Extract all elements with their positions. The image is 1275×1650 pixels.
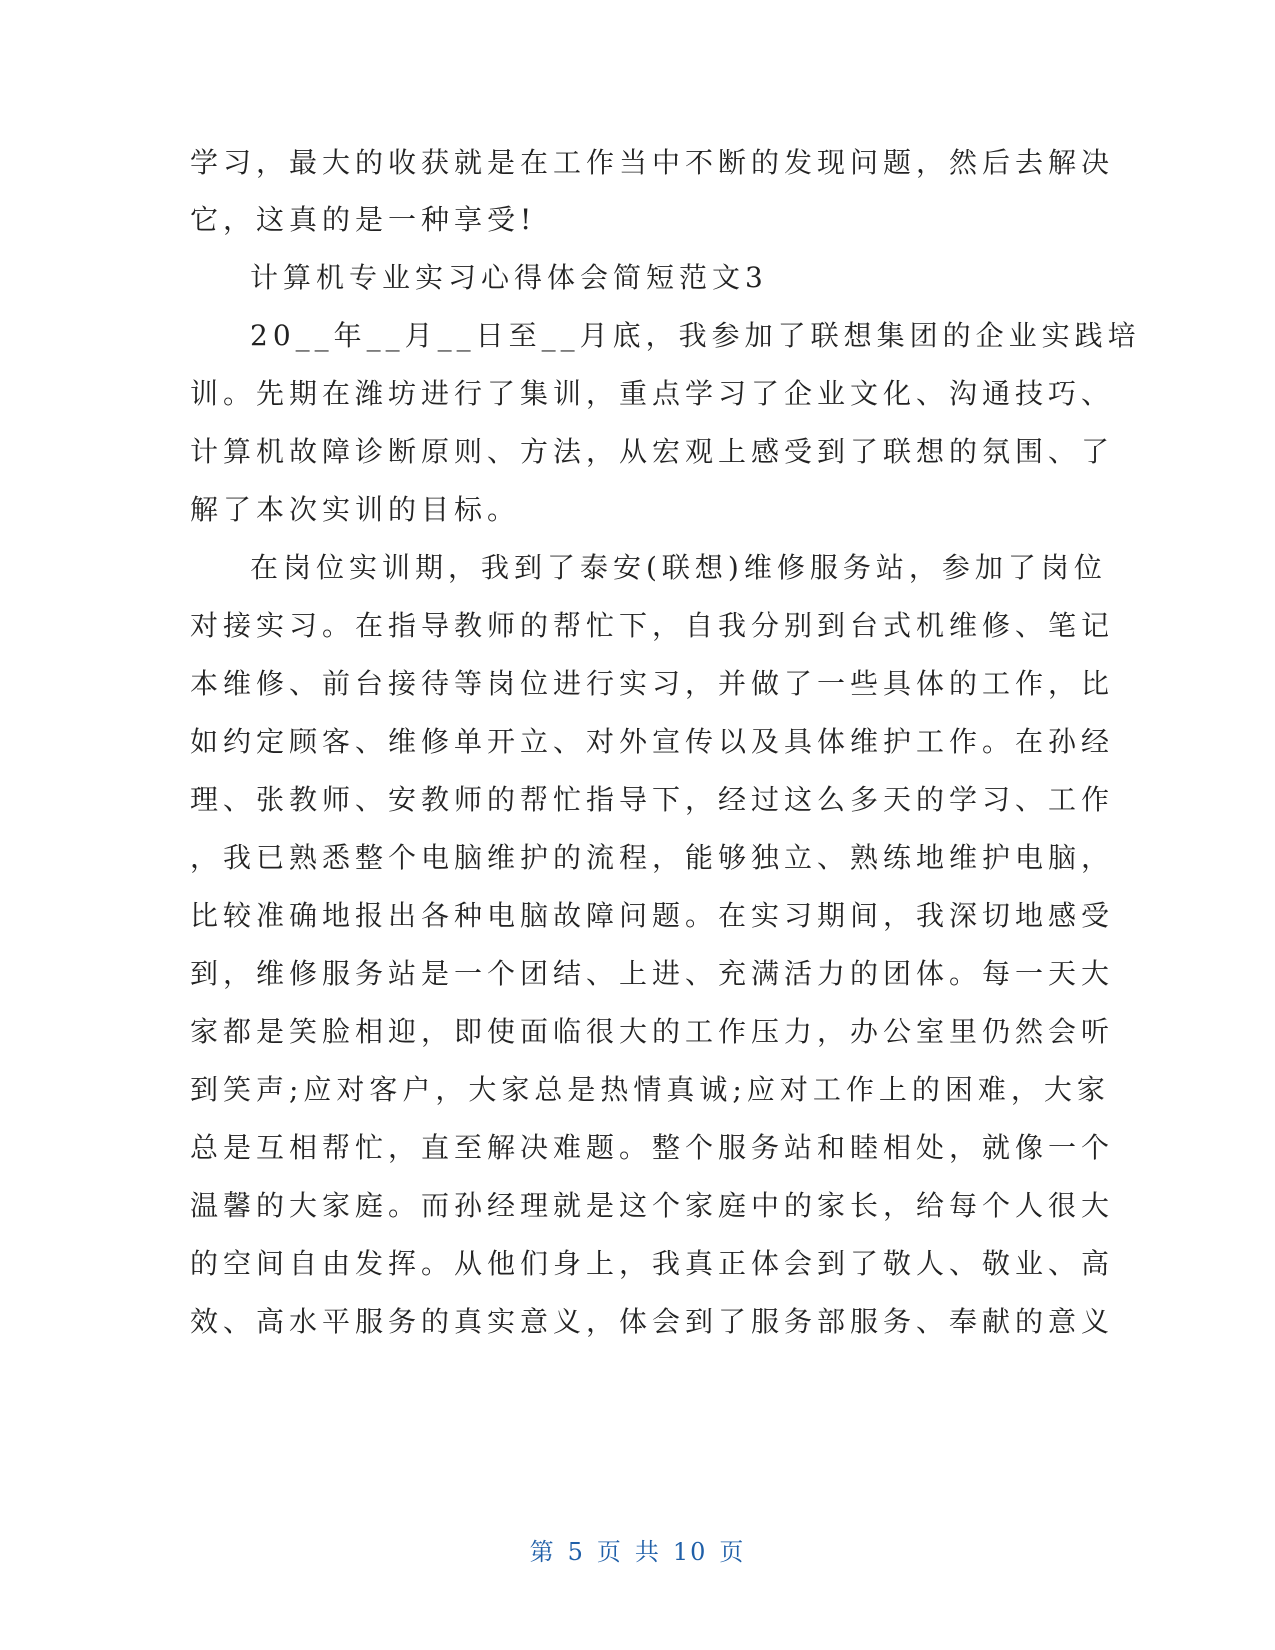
text-line: 本维修、前台接待等岗位进行实习，并做了一些具体的工作，比 xyxy=(190,667,1115,700)
text-line: 总是互相帮忙，直至解决难题。整个服务站和睦相处，就像一个 xyxy=(190,1131,1115,1164)
footer-suffix: 页 xyxy=(719,1538,746,1566)
text-line: ，我已熟悉整个电脑维护的流程，能够独立、熟练地维护电脑， xyxy=(190,841,1115,874)
text-line: 温馨的大家庭。而孙经理就是这个家庭中的家长，给每个人很大 xyxy=(190,1189,1115,1222)
text-line: 效、高水平服务的真实意义，体会到了服务部服务、奉献的意义 xyxy=(190,1305,1115,1338)
text-line: 对接实习。在指导教师的帮忙下，自我分别到台式机维修、笔记 xyxy=(190,609,1115,642)
footer-page-number: 5 xyxy=(567,1538,585,1566)
text-line: 家都是笑脸相迎，即使面临很大的工作压力，办公室里仍然会听 xyxy=(190,1015,1115,1048)
text-line: 到，维修服务站是一个团结、上进、充满活力的团体。每一天大 xyxy=(190,957,1115,990)
text-line: 学习，最大的收获就是在工作当中不断的发现问题，然后去解决 xyxy=(190,146,1115,179)
text-line: 训。先期在潍坊进行了集训，重点学习了企业文化、沟通技巧、 xyxy=(190,377,1115,410)
text-line: 20__年__月__日至__月底，我参加了联想集团的企业实践培 xyxy=(250,319,1141,352)
section-heading: 计算机专业实习心得体会简短范文3 xyxy=(250,261,768,294)
text-line: 解了本次实训的目标。 xyxy=(190,493,521,526)
footer-prefix: 第 xyxy=(529,1538,556,1566)
text-line: 它，这真的是一种享受! xyxy=(190,203,537,236)
text-line: 在岗位实训期，我到了泰安(联想)维修服务站，参加了岗位 xyxy=(250,551,1107,584)
footer-total-word: 共 xyxy=(634,1538,661,1566)
text-line: 的空间自由发挥。从他们身上，我真正体会到了敬人、敬业、高 xyxy=(190,1247,1115,1280)
text-line: 到笑声;应对客户，大家总是热情真诚;应对工作上的困难，大家 xyxy=(190,1073,1110,1106)
text-line: 计算机故障诊断原则、方法，从宏观上感受到了联想的氛围、了 xyxy=(190,435,1115,468)
footer-total-pages: 10 xyxy=(672,1538,708,1566)
text-line: 理、张教师、安教师的帮忙指导下，经过这么多天的学习、工作 xyxy=(190,783,1115,816)
text-line: 如约定顾客、维修单开立、对外宣传以及具体维护工作。在孙经 xyxy=(190,725,1115,758)
footer-page-word: 页 xyxy=(596,1538,623,1566)
page-footer xyxy=(0,1532,1275,1567)
text-line: 比较准确地报出各种电脑故障问题。在实习期间，我深切地感受 xyxy=(190,899,1115,932)
